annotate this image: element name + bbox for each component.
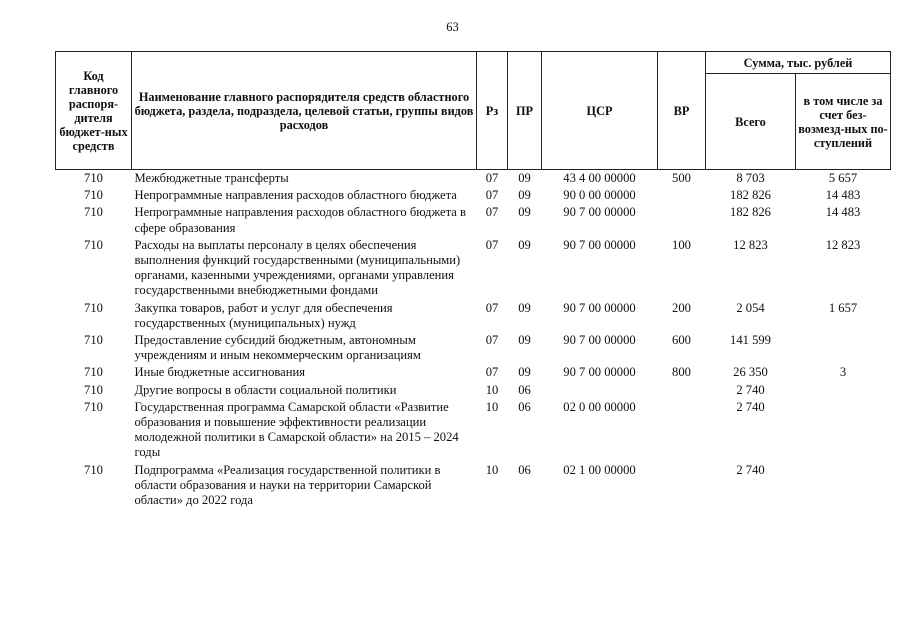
cell-name: Предоставление субсидий бюджетным, автономным учреждениям и иным некоммерческим организациям: [134, 333, 421, 363]
cell-kod: 710: [84, 205, 103, 220]
table-row: [56, 364, 891, 381]
cell-free: 14 483: [825, 188, 861, 203]
cell-kod: 710: [84, 462, 103, 477]
header-rz: Рз: [477, 52, 508, 170]
table-row: [56, 399, 891, 462]
cell-name: Непрограммные направления расходов областного бюджета в сфере образования: [134, 205, 466, 235]
cell-name: Закупка товаров, работ и услуг для обеспечения государственных (муниципальных) нужд: [134, 300, 393, 330]
header-free: в том числе за счет без-возмезд-ных по-ступлений: [796, 74, 891, 170]
cell-kod: 710: [84, 382, 103, 397]
cell-rz: 07: [485, 333, 499, 348]
cell-pr: 09: [518, 205, 531, 220]
cell-rz: 10: [485, 462, 499, 477]
cell-rz: 07: [485, 237, 499, 252]
cell-csr: 90 7 00 00000: [563, 365, 636, 380]
cell-total: 182 826: [730, 205, 771, 220]
header-kod: Код главного распоря-дителя бюджет-ных средств: [56, 52, 132, 170]
cell-free: [796, 332, 891, 364]
cell-pr: 06: [518, 382, 531, 397]
cell-kod: 710: [84, 399, 103, 414]
cell-kod: 710: [84, 300, 103, 315]
cell-csr: 90 0 00 00000: [563, 188, 636, 203]
cell-free: [796, 399, 891, 462]
header-name: Наименование главного распорядителя средств областного бюджета, раздела, подраздела, целевой статьи, группы видов расходов: [132, 52, 477, 170]
cell-name: Непрограммные направления расходов областного бюджета: [134, 188, 457, 203]
cell-csr: [542, 382, 658, 399]
cell-pr: 09: [518, 237, 531, 252]
cell-rz: 10: [485, 382, 499, 397]
cell-name: Другие вопросы в области социальной политики: [134, 382, 397, 397]
cell-kod: 710: [84, 237, 103, 252]
cell-name: Государственная программа Самарской области «Развитие образования и повышение эффективности реализации молодежной политики в Самарской области» на 2015 – 2024 годы: [134, 399, 459, 460]
table-row: [56, 462, 891, 510]
cell-vr: 800: [672, 365, 691, 380]
cell-total: 8 703: [736, 171, 765, 185]
cell-vr: [658, 382, 706, 399]
cell-pr: 09: [518, 171, 531, 185]
cell-vr: [658, 399, 706, 462]
cell-rz: 07: [485, 171, 499, 185]
table-row: [56, 187, 891, 204]
cell-csr: 43 4 00 00000: [563, 171, 636, 185]
cell-csr: 90 7 00 00000: [563, 300, 636, 315]
cell-free: [796, 462, 891, 510]
cell-free: [796, 382, 891, 399]
cell-pr: 09: [518, 333, 531, 348]
header-pr: ПР: [508, 52, 542, 170]
cell-csr: 90 7 00 00000: [563, 237, 636, 252]
cell-rz: 07: [485, 188, 499, 203]
cell-csr: 02 0 00 00000: [563, 399, 636, 414]
cell-vr: 500: [672, 171, 691, 185]
header-summa: Сумма, тыс. рублей: [706, 52, 891, 74]
cell-total: 2 740: [736, 399, 765, 414]
cell-rz: 07: [485, 205, 499, 220]
cell-free: 1 657: [828, 300, 858, 315]
cell-total: 2 740: [736, 462, 765, 477]
cell-pr: 09: [518, 365, 531, 380]
cell-name: Межбюджетные трансферты: [134, 171, 289, 185]
cell-rz: 10: [485, 399, 499, 414]
cell-pr: 09: [518, 300, 531, 315]
cell-name: Иные бюджетные ассигнования: [134, 365, 306, 380]
cell-free: 3: [839, 365, 847, 380]
cell-pr: 06: [518, 462, 531, 477]
header-csr: ЦСР: [542, 52, 658, 170]
cell-total: 12 823: [733, 237, 768, 252]
cell-vr: [658, 187, 706, 204]
cell-free: 12 823: [825, 237, 861, 252]
cell-total: 141 599: [730, 333, 771, 348]
cell-pr: 06: [518, 399, 531, 414]
cell-kod: 710: [84, 365, 103, 380]
cell-csr: 90 7 00 00000: [563, 333, 636, 348]
table-row: [56, 237, 891, 300]
table-row: [56, 204, 891, 236]
cell-free: 5 657: [828, 171, 858, 185]
cell-kod: 710: [84, 171, 103, 185]
cell-free: 14 483: [825, 205, 861, 220]
header-vsego: Всего: [706, 74, 796, 170]
cell-csr: 90 7 00 00000: [563, 205, 636, 220]
table-row: [56, 300, 891, 332]
cell-name: Подпрограмма «Реализация государственной политики в области образования и науки на территории Самарской области» до 2022 года: [134, 462, 441, 508]
cell-kod: 710: [84, 188, 103, 203]
page-number: 63: [446, 20, 459, 34]
budget-table: [55, 51, 891, 509]
cell-rz: 07: [485, 300, 499, 315]
cell-vr: [658, 462, 706, 510]
cell-pr: 09: [518, 188, 531, 203]
cell-kod: 710: [84, 333, 103, 348]
cell-vr: [658, 204, 706, 236]
table-row: [56, 332, 891, 364]
table-body: [56, 170, 891, 510]
cell-total: 2 740: [736, 382, 765, 397]
table-row: [56, 382, 891, 399]
cell-rz: 07: [485, 365, 499, 380]
cell-csr: 02 1 00 00000: [563, 462, 636, 477]
cell-total: 26 350: [733, 365, 768, 380]
cell-vr: 600: [672, 333, 691, 348]
table-row: [56, 170, 891, 188]
cell-name: Расходы на выплаты персоналу в целях обеспечения выполнения функций государственными (муниципальными) органами, казенными учреждениями, органами управления государственными внебюджетными фондами: [134, 237, 461, 298]
cell-total: 2 054: [736, 300, 765, 315]
header-vr: ВР: [658, 52, 706, 170]
cell-vr: 200: [672, 300, 691, 315]
cell-total: 182 826: [730, 188, 771, 203]
cell-vr: 100: [672, 237, 691, 252]
